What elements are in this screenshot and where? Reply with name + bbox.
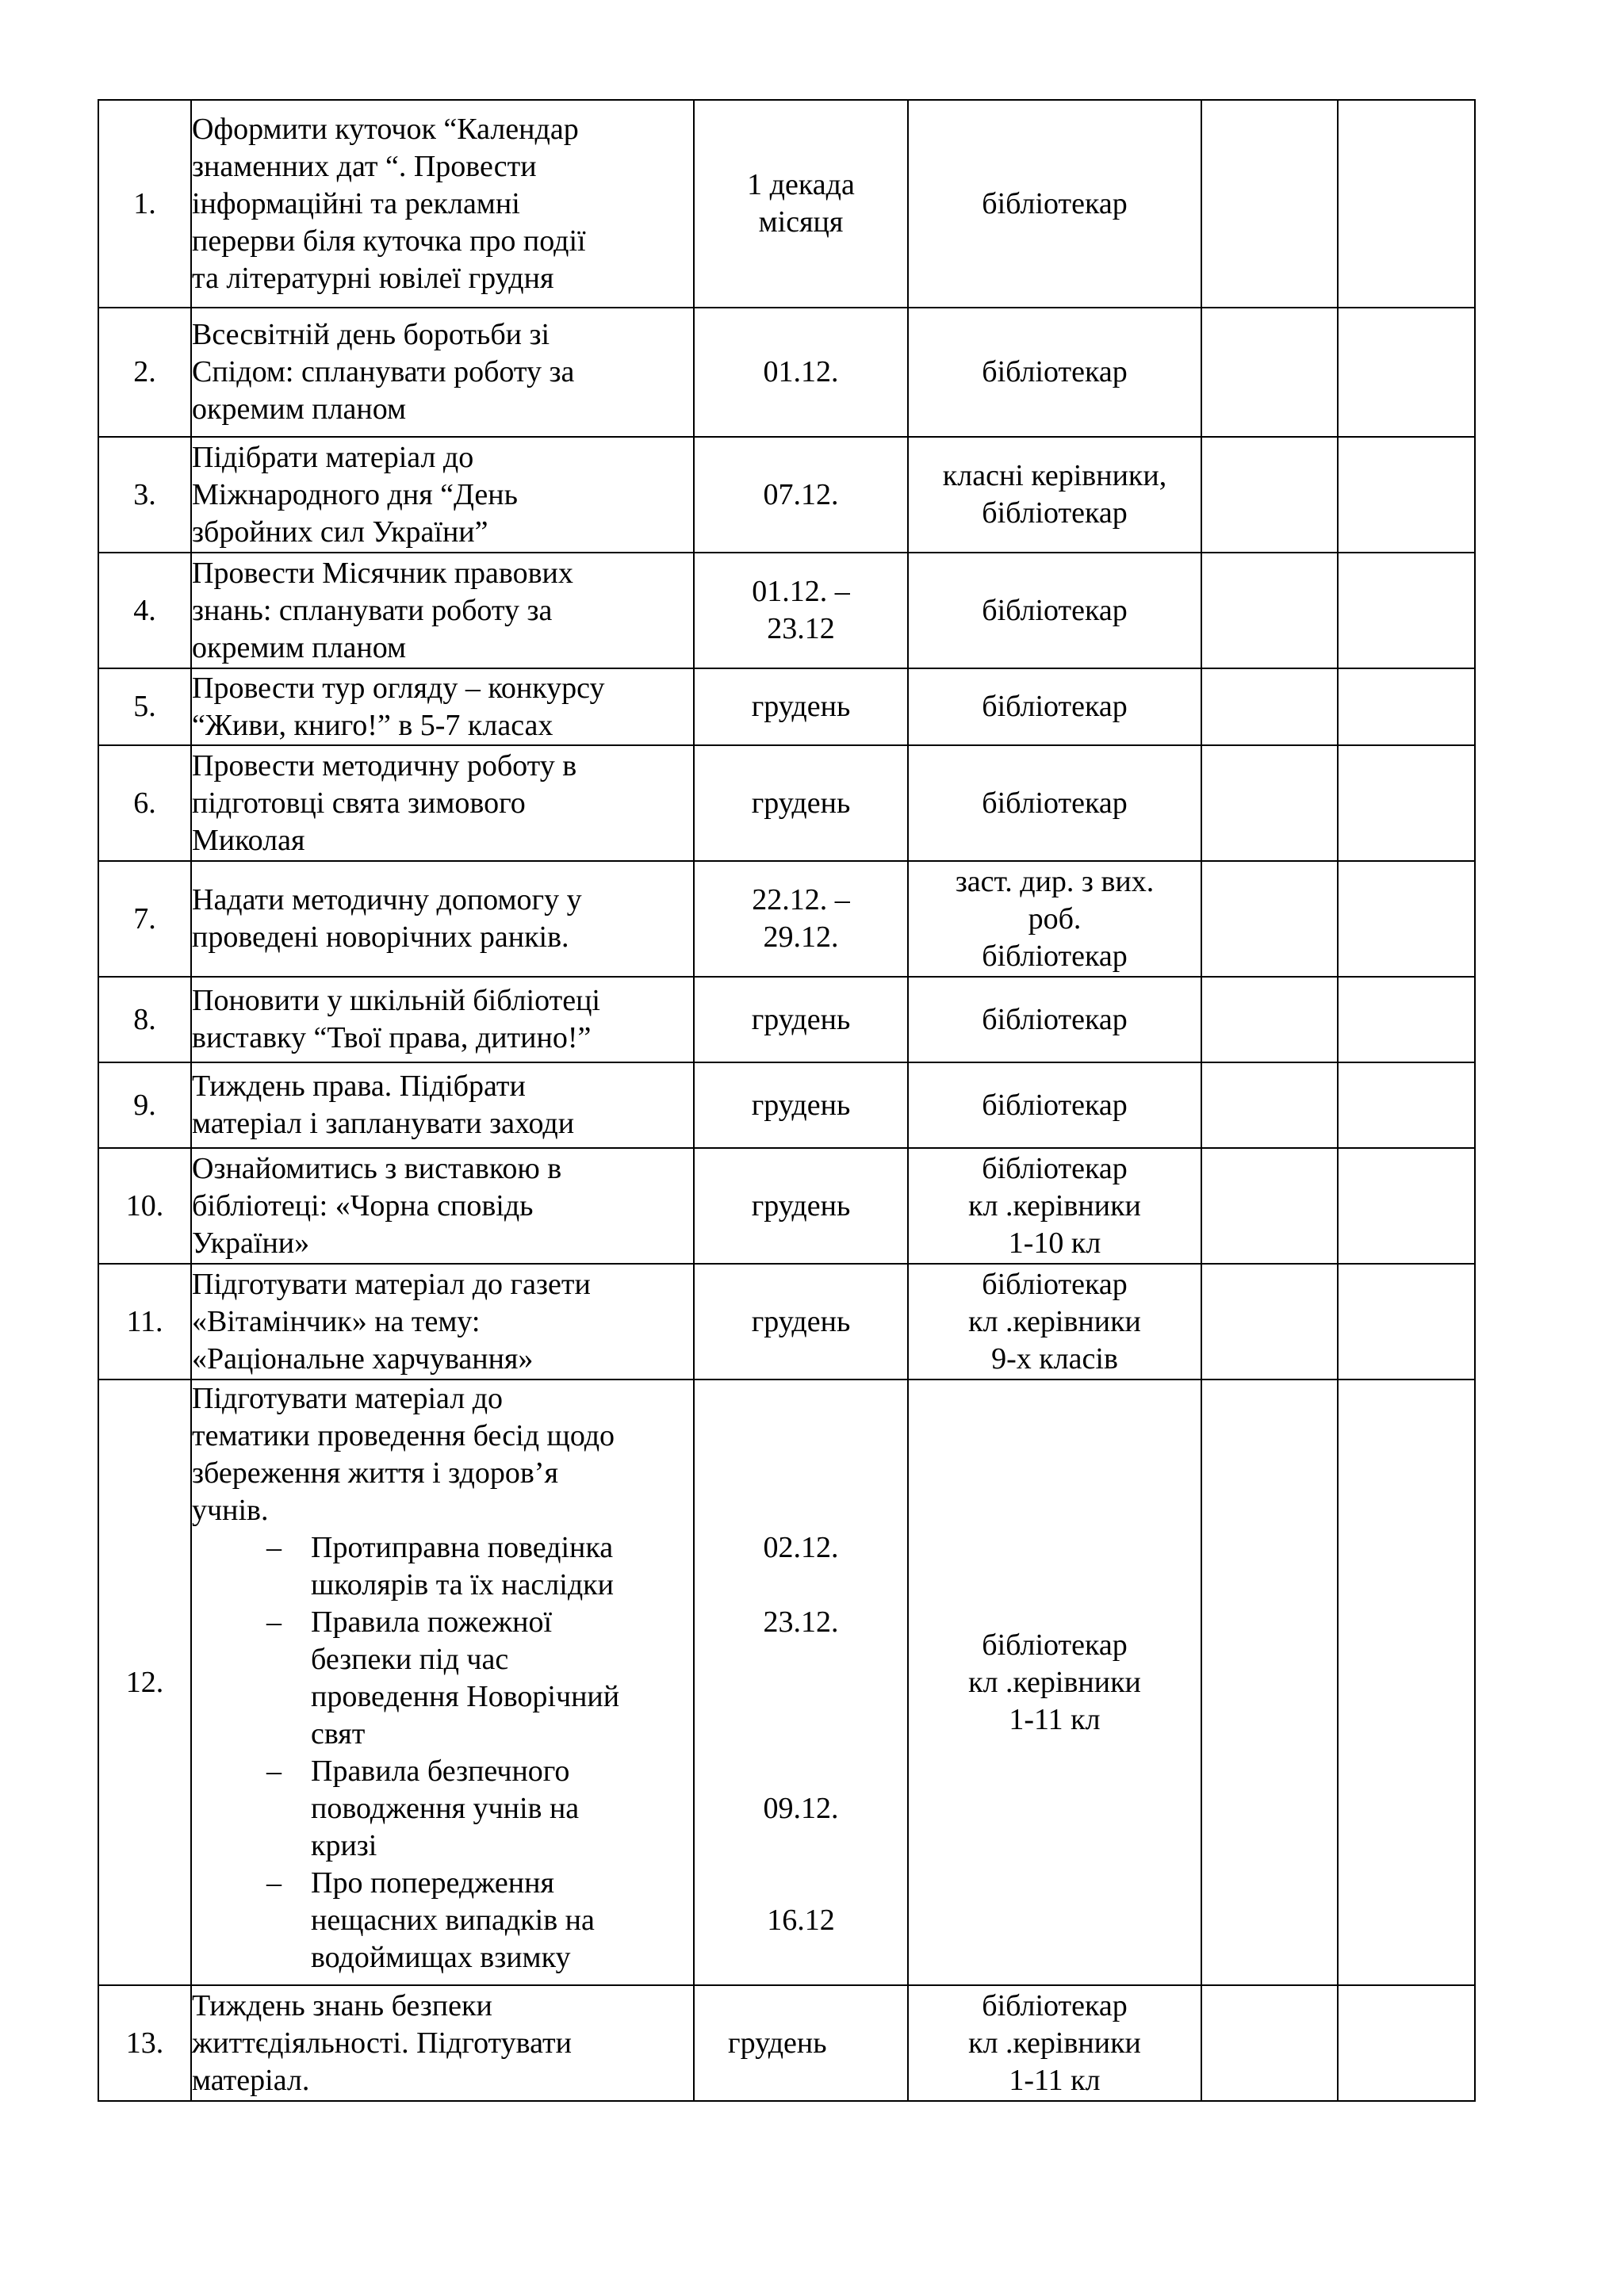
task-cell (191, 861, 694, 977)
list-item-line: Про попередження (311, 1866, 554, 1900)
responsible-cell-line: бібліотекар (982, 1151, 1128, 1185)
table-row (98, 1148, 1475, 1264)
task-cell-line: Тиждень знань безпеки (192, 1988, 492, 2022)
list-dash: – (266, 1866, 282, 1900)
task-cell-line: збереження життя і здоров’я (192, 1456, 558, 1490)
task-cell (191, 1985, 694, 2101)
task-cell-line: “Живи, книго!” в 5-7 класах (192, 708, 553, 742)
table-row (98, 1380, 1475, 1985)
responsible-cell (908, 1380, 1201, 1985)
date-cell (694, 308, 908, 437)
row-number: 3. (98, 437, 191, 553)
blank-cell-2 (1338, 1380, 1475, 1985)
task-cell-line: «Раціональне харчування» (192, 1341, 534, 1376)
responsible-cell (908, 977, 1201, 1062)
responsible-cell-line: бібліотекар (982, 786, 1128, 820)
responsible-cell-line: класні керівники, (942, 459, 1167, 492)
task-cell-line: матеріал. (192, 2063, 310, 2097)
blank-cell-1 (1201, 977, 1338, 1062)
task-cell-line: Спідом: спланувати роботу за (192, 355, 575, 388)
blank-cell-2 (1338, 1148, 1475, 1264)
list-item-line: проведення Новорічний (311, 1680, 620, 1713)
responsible-cell (908, 308, 1201, 437)
blank-cell-1 (1201, 553, 1338, 668)
blank-cell-1 (1201, 1062, 1338, 1148)
blank-cell-1 (1201, 1148, 1338, 1264)
list-item-line: школярів та їх наслідки (311, 1568, 614, 1601)
task-cell-line: Всесвітній день боротьби зі (192, 318, 550, 351)
date-cell-line: грудень (751, 1304, 851, 1338)
date-cell (694, 977, 908, 1062)
date-cell-line: 01.12. – (752, 575, 850, 608)
responsible-cell-line: бібліотекар (982, 355, 1128, 388)
list-item-text (311, 1529, 693, 1604)
list-item-text (311, 1865, 693, 1976)
task-cell-line: України» (192, 1226, 310, 1260)
responsible-cell-line: кл .керівники (968, 1188, 1141, 1223)
task-cell-line: Надати методичну допомогу у (192, 883, 582, 916)
blank-cell-2 (1338, 1062, 1475, 1148)
list-dash: – (266, 1605, 282, 1639)
responsible-cell-line: бібліотекар (982, 1628, 1128, 1662)
responsible-cell-line: бібліотекар (982, 1988, 1128, 2022)
row-number: 7. (98, 861, 191, 977)
blank-cell-2 (1338, 1264, 1475, 1380)
task-cell-line: окремим планом (192, 630, 407, 664)
date-cell-line: грудень (751, 1088, 851, 1122)
task-cell-line: перерви біля куточка про події (192, 224, 586, 258)
date-cell (694, 668, 908, 745)
date-cell-line: 22.12. – (752, 883, 850, 916)
table-row (98, 1264, 1475, 1380)
task-cell (191, 308, 694, 437)
date-cell-line: грудень (751, 690, 851, 723)
row-number: 6. (98, 745, 191, 861)
blank-cell-1 (1201, 668, 1338, 745)
date-cell (694, 861, 908, 977)
date-cell (694, 1148, 908, 1264)
task-cell-line: знань: спланувати роботу за (192, 593, 553, 627)
blank-cell-1 (1201, 1264, 1338, 1380)
date-cell-line: 1 декада (747, 168, 855, 201)
table-row (98, 553, 1475, 668)
blank-cell-2 (1338, 977, 1475, 1062)
task-cell-line: Поновити у шкільній бібліотеці (192, 984, 600, 1017)
responsible-cell-line: роб. (1028, 901, 1082, 936)
responsible-cell (908, 745, 1201, 861)
responsible-cell-line: бібліотекар (982, 939, 1128, 973)
responsible-cell-line: бібліотекар (982, 1088, 1128, 1122)
date-cell-line: 29.12. (763, 920, 839, 954)
date-cell (694, 1062, 908, 1148)
date-cell (694, 100, 908, 308)
task-cell-line: знаменних дат “. Провести (192, 149, 537, 183)
list-item-line: Протиправна поведінка (311, 1531, 614, 1564)
responsible-cell-line: бібліотекар (982, 186, 1128, 220)
blank-cell-1 (1201, 100, 1338, 308)
date-cell (694, 553, 908, 668)
row-number: 1. (98, 100, 191, 308)
blank-cell-1 (1201, 308, 1338, 437)
table-row (98, 308, 1475, 437)
blank-cell-2 (1338, 437, 1475, 553)
task-cell-line: учнів. (192, 1494, 269, 1527)
date-cell (694, 1264, 908, 1380)
item-date: 09.12. (763, 1792, 839, 1825)
blank-cell-1 (1201, 861, 1338, 977)
task-cell-line: матеріал і запланувати заходи (192, 1107, 575, 1140)
table-row (98, 861, 1475, 977)
task-cell (191, 1380, 694, 1985)
blank-cell-2 (1338, 861, 1475, 977)
blank-cell-2 (1338, 668, 1475, 745)
list-item-line: Правила пожежної (311, 1605, 553, 1639)
blank-cell-1 (1201, 745, 1338, 861)
row-number: 10. (98, 1148, 191, 1264)
task-cell (191, 553, 694, 668)
task-cell-line: тематики проведення бесід щодо (192, 1419, 615, 1452)
list-item-text (311, 1604, 693, 1753)
list-item (192, 1865, 693, 1976)
date-cell-line: грудень (751, 1002, 851, 1036)
task-cell-line: Підготувати матеріал до газети (192, 1267, 591, 1301)
task-cell (191, 437, 694, 553)
row-number: 5. (98, 668, 191, 745)
blank-cell-1 (1201, 437, 1338, 553)
task-cell (191, 1264, 694, 1380)
date-cell-line: грудень (751, 786, 851, 820)
list-item-line: кризі (311, 1829, 377, 1862)
responsible-cell (908, 1264, 1201, 1380)
responsible-cell (908, 861, 1201, 977)
row-number: 9. (98, 1062, 191, 1148)
responsible-cell (908, 668, 1201, 745)
responsible-cell (908, 1985, 1201, 2101)
row-number: 8. (98, 977, 191, 1062)
date-cell-line: 07.12. (763, 477, 839, 511)
list-item (192, 1604, 693, 1753)
responsible-cell (908, 100, 1201, 308)
task-cell (191, 668, 694, 745)
task-cell-line: Провести Місячник правових (192, 556, 573, 590)
task-cell-line: Миколая (192, 823, 305, 857)
responsible-cell-line: бібліотекар (982, 593, 1128, 627)
plan-table-body (98, 100, 1475, 2101)
row-number: 12. (98, 1380, 191, 1985)
blank-cell-2 (1338, 100, 1475, 308)
task-cell-line: Підібрати матеріал до (192, 440, 474, 474)
task-cell-line: та літературні ювілеї грудня (192, 261, 554, 295)
date-cell-line: 23.12 (767, 612, 835, 645)
list-item (192, 1753, 693, 1865)
task-cell (191, 745, 694, 861)
table-row (98, 1062, 1475, 1148)
responsible-cell-line: бібліотекар (982, 1002, 1128, 1036)
date-cell-line: 01.12. (763, 355, 839, 388)
date-cell (694, 745, 908, 861)
list-item-line: Правила безпечного (311, 1755, 570, 1788)
responsible-cell (908, 1148, 1201, 1264)
date-cell (694, 1985, 908, 2101)
list-item-line: поводження учнів на (311, 1792, 580, 1825)
responsible-cell-line: кл .керівники (968, 2026, 1141, 2060)
date-cell-line: грудень (728, 2026, 827, 2060)
responsible-cell-line: кл .керівники (968, 1665, 1141, 1699)
responsible-cell-line: бібліотекар (982, 496, 1128, 530)
responsible-cell-line: 1-11 кл (1009, 2063, 1101, 2097)
responsible-cell-line: кл .керівники (968, 1304, 1141, 1338)
blank-cell-2 (1338, 1985, 1475, 2101)
task-cell-line: підготовці свята зимового (192, 786, 526, 820)
task-cell-line: життєдіяльності. Підготувати (192, 2026, 572, 2060)
list-item-line: свят (311, 1717, 366, 1751)
task-cell (191, 1148, 694, 1264)
task-cell-line: окремим планом (192, 392, 407, 426)
list-item-line: безпеки під час (311, 1643, 509, 1676)
responsible-cell-line: 1-10 кл (1008, 1226, 1101, 1260)
task-cell-line: Оформити куточок “Календар (192, 112, 579, 146)
blank-cell-2 (1338, 745, 1475, 861)
responsible-cell-line: бібліотекар (982, 690, 1128, 723)
task-cell-line: Провести тур огляду – конкурсу (192, 671, 605, 705)
row-number: 2. (98, 308, 191, 437)
responsible-cell (908, 553, 1201, 668)
responsible-cell-line: бібліотекар (982, 1267, 1128, 1301)
task-cell-line: Підготувати матеріал до (192, 1382, 504, 1415)
item-date: 02.12. (763, 1531, 839, 1564)
table-row (98, 668, 1475, 745)
date-cell (694, 437, 908, 553)
blank-cell-1 (1201, 1380, 1338, 1985)
list-dash: – (266, 1531, 282, 1564)
plan-table (98, 99, 1476, 2102)
task-cell (191, 977, 694, 1062)
row-number: 13. (98, 1985, 191, 2101)
responsible-cell (908, 1062, 1201, 1148)
task-cell (191, 100, 694, 308)
task-cell-line: Міжнародного дня “День (192, 477, 518, 511)
task-cell-line: Тиждень права. Підібрати (192, 1070, 526, 1103)
table-row (98, 977, 1475, 1062)
blank-cell-2 (1338, 308, 1475, 437)
row-number: 4. (98, 553, 191, 668)
task-cell-line: проведені новорічних ранків. (192, 920, 569, 954)
list-item-text (311, 1753, 693, 1865)
date-cell (694, 1380, 908, 1985)
task-cell-line: збройних сил України” (192, 515, 488, 549)
responsible-cell-line: 1-11 кл (1009, 1702, 1101, 1736)
responsible-cell-line: 9-х класів (991, 1341, 1118, 1376)
date-cell-line: грудень (751, 1188, 851, 1223)
task-cell-line: «Вітамінчик» на тему: (192, 1304, 481, 1338)
task-cell-line: Провести методичну роботу в (192, 748, 577, 783)
task-cell (191, 1062, 694, 1148)
task-cell-line: Ознайомитись з виставкою в (192, 1151, 562, 1185)
task-cell-line: інформаційні та рекламні (192, 186, 520, 220)
responsible-cell (908, 437, 1201, 553)
table-row (98, 100, 1475, 308)
item-date: 16.12 (767, 1904, 835, 1937)
item-date: 23.12. (763, 1605, 839, 1639)
task-cell-line: виставку “Твої права, дитино!” (192, 1021, 592, 1054)
list-item-line: водоймищах взимку (311, 1941, 571, 1974)
date-cell-line: місяця (758, 205, 844, 239)
responsible-cell-line: заст. дир. з вих. (955, 864, 1155, 898)
table-row (98, 745, 1475, 861)
blank-cell-1 (1201, 1985, 1338, 2101)
blank-cell-2 (1338, 553, 1475, 668)
list-item (192, 1529, 693, 1604)
row-number: 11. (98, 1264, 191, 1380)
list-dash: – (266, 1755, 282, 1788)
list-item-line: нещасних випадків на (311, 1904, 595, 1937)
table-row (98, 437, 1475, 553)
task-cell-line: бібліотеці: «Чорна сповідь (192, 1188, 534, 1223)
table-row (98, 1985, 1475, 2101)
